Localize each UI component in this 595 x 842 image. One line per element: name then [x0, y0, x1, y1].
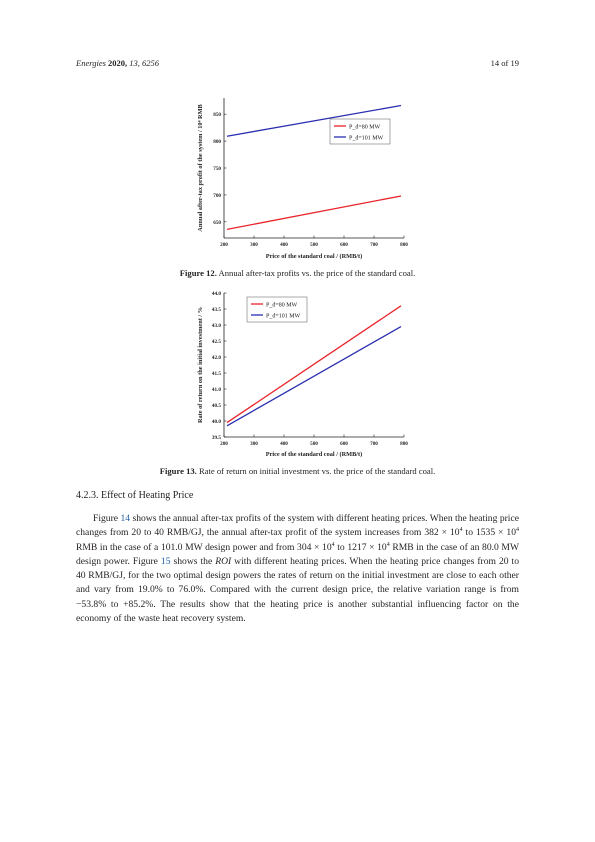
text-run: RMB in the case of an 80.0 MW design power. Figure — [76, 541, 520, 567]
article-number: 6256 — [142, 58, 160, 68]
legend-label-2: P_d=101 MW — [266, 313, 301, 320]
legend-label-1: P_d=80 MW — [349, 124, 381, 131]
page-number: 14 of 19 — [490, 58, 519, 68]
y-tick-label: 43.0 — [211, 323, 221, 329]
section-heading — [76, 490, 193, 501]
y-tick-label: 42.0 — [211, 355, 221, 361]
text-run: with different heating prices. When the heating price changes from 20 to 40 RMB/GJ, for the two optimal design powers the rates of return on the initial investment are close to each other and vary from 19.0% to 76.0%. Compared with the current design price, the relative variation range is from −53.8% to +85.2%. The results show that the heating price is another substantial influencing factor on the economy of the waste heat recovery system. — [76, 555, 520, 625]
text-run: shows the — [170, 555, 216, 567]
x-tick-label: 400 — [280, 242, 288, 248]
y-tick-label: 750 — [213, 166, 221, 172]
x-tick-label: 300 — [250, 441, 258, 447]
y-tick-label: 39.5 — [211, 435, 221, 441]
figure-13-caption-text: Rate of return on initial investment vs. the price of the standard coal. — [198, 466, 436, 476]
y-tick-label: 40.5 — [211, 403, 221, 409]
exponent: 4 — [331, 541, 335, 548]
y-tick-label: 650 — [213, 219, 221, 226]
x-axis-label: Price of the standard coal / (RMB/t) — [265, 451, 363, 458]
x-tick-label: 600 — [340, 441, 348, 447]
figure-13-caption — [0, 466, 595, 476]
figure-12-caption-text: Annual after-tax profits vs. the price of the standard coal. — [218, 268, 416, 278]
y-tick-label: 41.5 — [211, 371, 221, 377]
text-run: to 1217 × 10 — [334, 541, 387, 553]
legend — [247, 297, 307, 322]
figure-13-number: Figure 13. — [159, 466, 197, 476]
journal-volume: 13, — [129, 58, 140, 68]
running-header-journal — [76, 58, 159, 68]
x-tick-label: 200 — [220, 242, 228, 248]
y-tick-label: 44.0 — [211, 291, 221, 297]
x-axis-label: Price of the standard coal / (RMB/t) — [265, 253, 363, 260]
figure-13-chart — [190, 287, 415, 462]
section-number: 4.2.3. — [76, 490, 99, 501]
x-tick-label: 500 — [310, 242, 318, 248]
x-tick-label: 700 — [370, 441, 378, 447]
legend-label-1: P_d=80 MW — [266, 302, 298, 309]
y-tick-label: 40.0 — [211, 419, 221, 425]
figure-12-caption — [0, 268, 595, 278]
y-tick-label: 800 — [213, 139, 221, 146]
y-tick-label: 41.0 — [211, 387, 221, 393]
x-tick-label: 500 — [310, 441, 318, 447]
exponent: 4 — [386, 541, 390, 548]
figure-12-number: Figure 12. — [179, 268, 217, 278]
figure-15-link[interactable]: 15 — [160, 555, 171, 567]
x-tick-label: 200 — [220, 441, 228, 447]
legend — [330, 119, 390, 144]
legend-label-2: P_d=101 MW — [349, 135, 384, 142]
y-tick-label: 42.5 — [211, 339, 221, 345]
journal-name: Energies — [76, 58, 106, 68]
section-title: Effect of Heating Price — [101, 490, 194, 501]
exponent: 4 — [459, 527, 463, 534]
y-axis-label: Annual after-tax profit of the system / 10⁴ RMB — [197, 104, 204, 232]
x-tick-label: 600 — [340, 242, 348, 248]
x-tick-label: 800 — [400, 242, 408, 248]
exponent: 4 — [516, 527, 520, 534]
x-tick-label: 700 — [370, 242, 378, 248]
x-tick-label: 800 — [400, 441, 408, 447]
y-tick-label: 850 — [213, 112, 221, 119]
y-tick-label: 43.5 — [211, 307, 221, 313]
figure-14-link[interactable]: 14 — [120, 513, 131, 524]
body-paragraph — [76, 512, 519, 626]
text-run: shows the annual after-tax profits of the system with different heating prices. When the heating price changes from 20 to 40 RMB/GJ, the annual after-tax profit of the system increases from 382 × 10 — [76, 513, 519, 539]
x-tick-label: 300 — [250, 242, 258, 248]
text-run: RMB in the case of a 101.0 MW design power and from 304 × 10 — [76, 541, 332, 553]
text-run: Figure — [93, 513, 121, 524]
roi-term: ROI — [215, 555, 232, 567]
text-run: to 1535 × 10 — [462, 527, 517, 539]
figure-12-chart — [190, 90, 415, 265]
x-tick-label: 400 — [280, 441, 288, 447]
journal-year: 2020, — [108, 58, 128, 68]
y-axis-label: Rate of return on the initial investment / % — [197, 306, 204, 424]
y-tick-label: 700 — [213, 192, 221, 199]
